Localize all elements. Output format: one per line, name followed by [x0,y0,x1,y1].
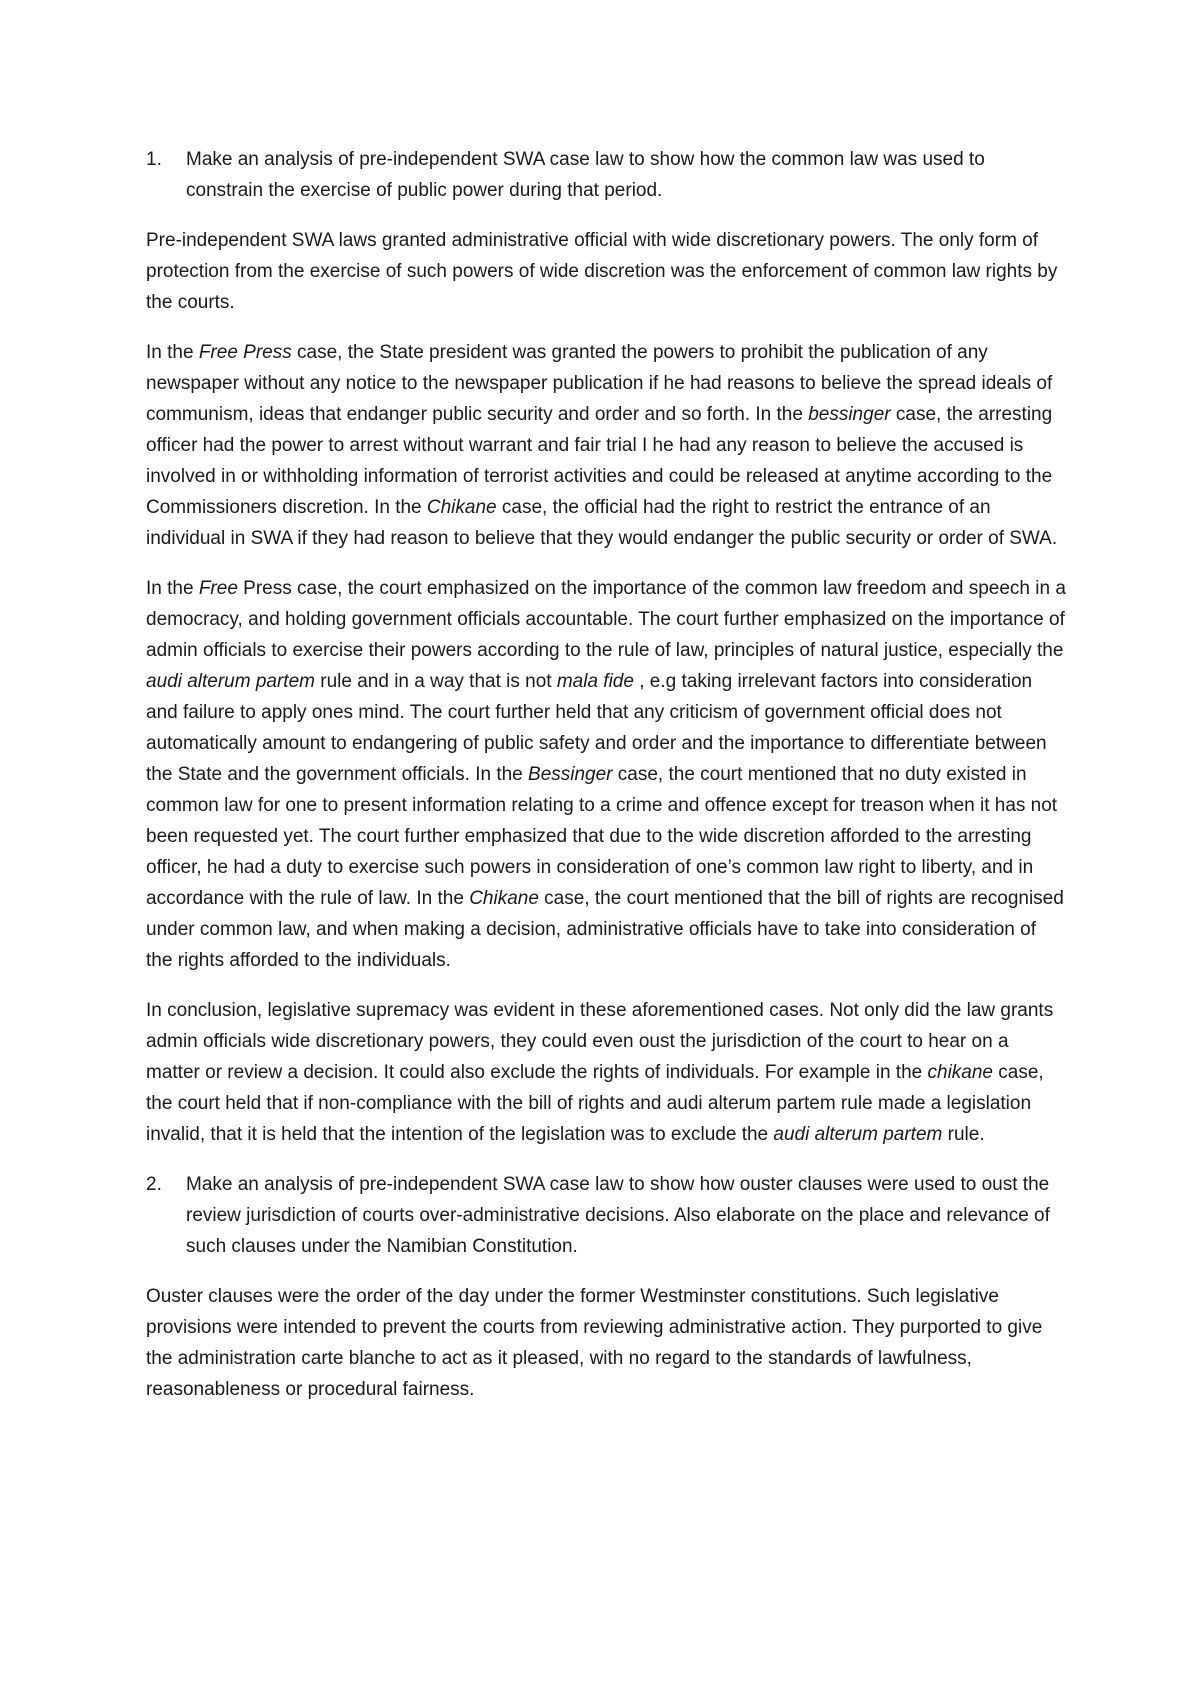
paragraph-3-term-mala-fide: mala fide [556,671,634,692]
question-1-number: 1. [146,149,162,170]
paragraph-1 [146,225,1066,318]
paragraph-1-text: Pre-independent SWA laws granted administrative official with wide discretionary powers. The only form of protection from the exercise of such powers of wide discretion was the enforcement of common law rights by the courts. [146,230,1058,313]
paragraph-2-case-bessinger: bessinger [808,404,891,425]
paragraph-4-term-audi-alterum-partem: audi alterum partem [773,1124,943,1145]
question-1-text: Make an analysis of pre-independent SWA case law to show how the common law was used to constrain the exercise of public power during that period. [186,149,985,201]
paragraph-3-case-chikane: Chikane [469,888,539,909]
paragraph-4-seg-2: case, the court held that if non-compliance with the bill of rights and audi alterum partem rule made a legislation invalid, that it is held that the intention of the legislation was to exclude the [146,1062,1044,1145]
paragraph-3-term-audi-alterum-partem: audi alterum partem [146,671,315,692]
paragraph-4-case-chikane: chikane [927,1062,993,1083]
paragraph-2-case-chikane: Chikane [426,497,497,518]
question-1 [146,144,1066,206]
paragraph-2 [146,337,1066,554]
question-2-text: Make an analysis of pre-independent SWA case law to show how ouster clauses were used to oust the review jurisdiction of courts over-administrative decisions. Also elaborate on the place and relevance of such clauses under the Namibian Constitution. [186,1174,1050,1257]
paragraph-2-seg-2: case, the State president was granted the powers to prohibit the publication of any newspaper without any notice to the newspaper publication if he had reasons to believe the spread ideals of communism, ideas that endanger public security and order and so forth. In the [146,342,1053,425]
paragraph-3-seg-3: rule and in a way that is not [314,671,557,692]
question-2 [146,1169,1066,1262]
paragraph-2-seg-3: case, the arresting officer had the power to arrest without warrant and fair trial I he had any reason to believe the accused is involved in or withholding information of terrorist activities and could be released at anytime according to the Commissioners discretion. In the [146,404,1053,518]
paragraph-5 [146,1281,1066,1405]
paragraph-2-seg-1: In the [146,342,199,363]
paragraph-3-case-free: Free [198,578,238,599]
paragraph-3-seg-2: Press case, the court emphasized on the importance of the common law freedom and speech in a democracy, and holding government officials accountable. The court further emphasized on the importance of admin officials to exercise their powers according to the rule of law, principles of natural justice, especially the [146,578,1066,661]
paragraph-3-seg-4: , e.g taking irrelevant factors into consideration and failure to apply ones mind. The court further held that any criticism of government official does not automatically amount to endangering of public safety and order and the importance to differentiate between the State and the government officials. In the [146,671,1047,785]
question-2-number: 2. [146,1174,162,1195]
paragraph-4 [146,995,1066,1150]
document-body [146,144,1066,1424]
paragraph-3-seg-5: case, the court mentioned that no duty existed in common law for one to present information relating to a crime and offence except for treason when it has not been requested yet. The court further emphasized that due to the wide discretion afforded to the arresting officer, he had a duty to exercise such powers in consideration of one’s common law right to liberty, and in accordance with the rule of law. In the [146,764,1058,909]
paragraph-3-seg-1: In the [146,578,199,599]
paragraph-2-seg-4: case, the official had the right to restrict the entrance of an individual in SWA if they had reason to believe that they would endanger the public security or order of SWA. [146,497,1058,549]
paragraph-3-case-bessinger: Bessinger [528,764,613,785]
paragraph-4-seg-1: In conclusion, legislative supremacy was evident in these aforementioned cases. Not only did the law grants admin officials wide discretionary powers, they could even oust the jurisdiction of the court to hear on a matter or review a decision. It could also exclude the rights of individuals. For example in the [146,1000,1054,1083]
paragraph-5-text: Ouster clauses were the order of the day under the former Westminster constitutions. Such legislative provisions were intended to prevent the courts from reviewing administrative action. They purported to give the administration carte blanche to act as it pleased, with no regard to the standards of lawfulness, reasonableness or procedural fairness. [146,1286,1043,1400]
paragraph-3-seg-6: case, the court mentioned that the bill of rights are recognised under common law, and when making a decision, administrative officials have to take into consideration of the rights afforded to the individuals. [146,888,1064,971]
paragraph-3 [146,573,1066,976]
paragraph-2-case-free-press: Free Press [198,342,292,363]
paragraph-4-seg-3: rule. [942,1124,985,1145]
